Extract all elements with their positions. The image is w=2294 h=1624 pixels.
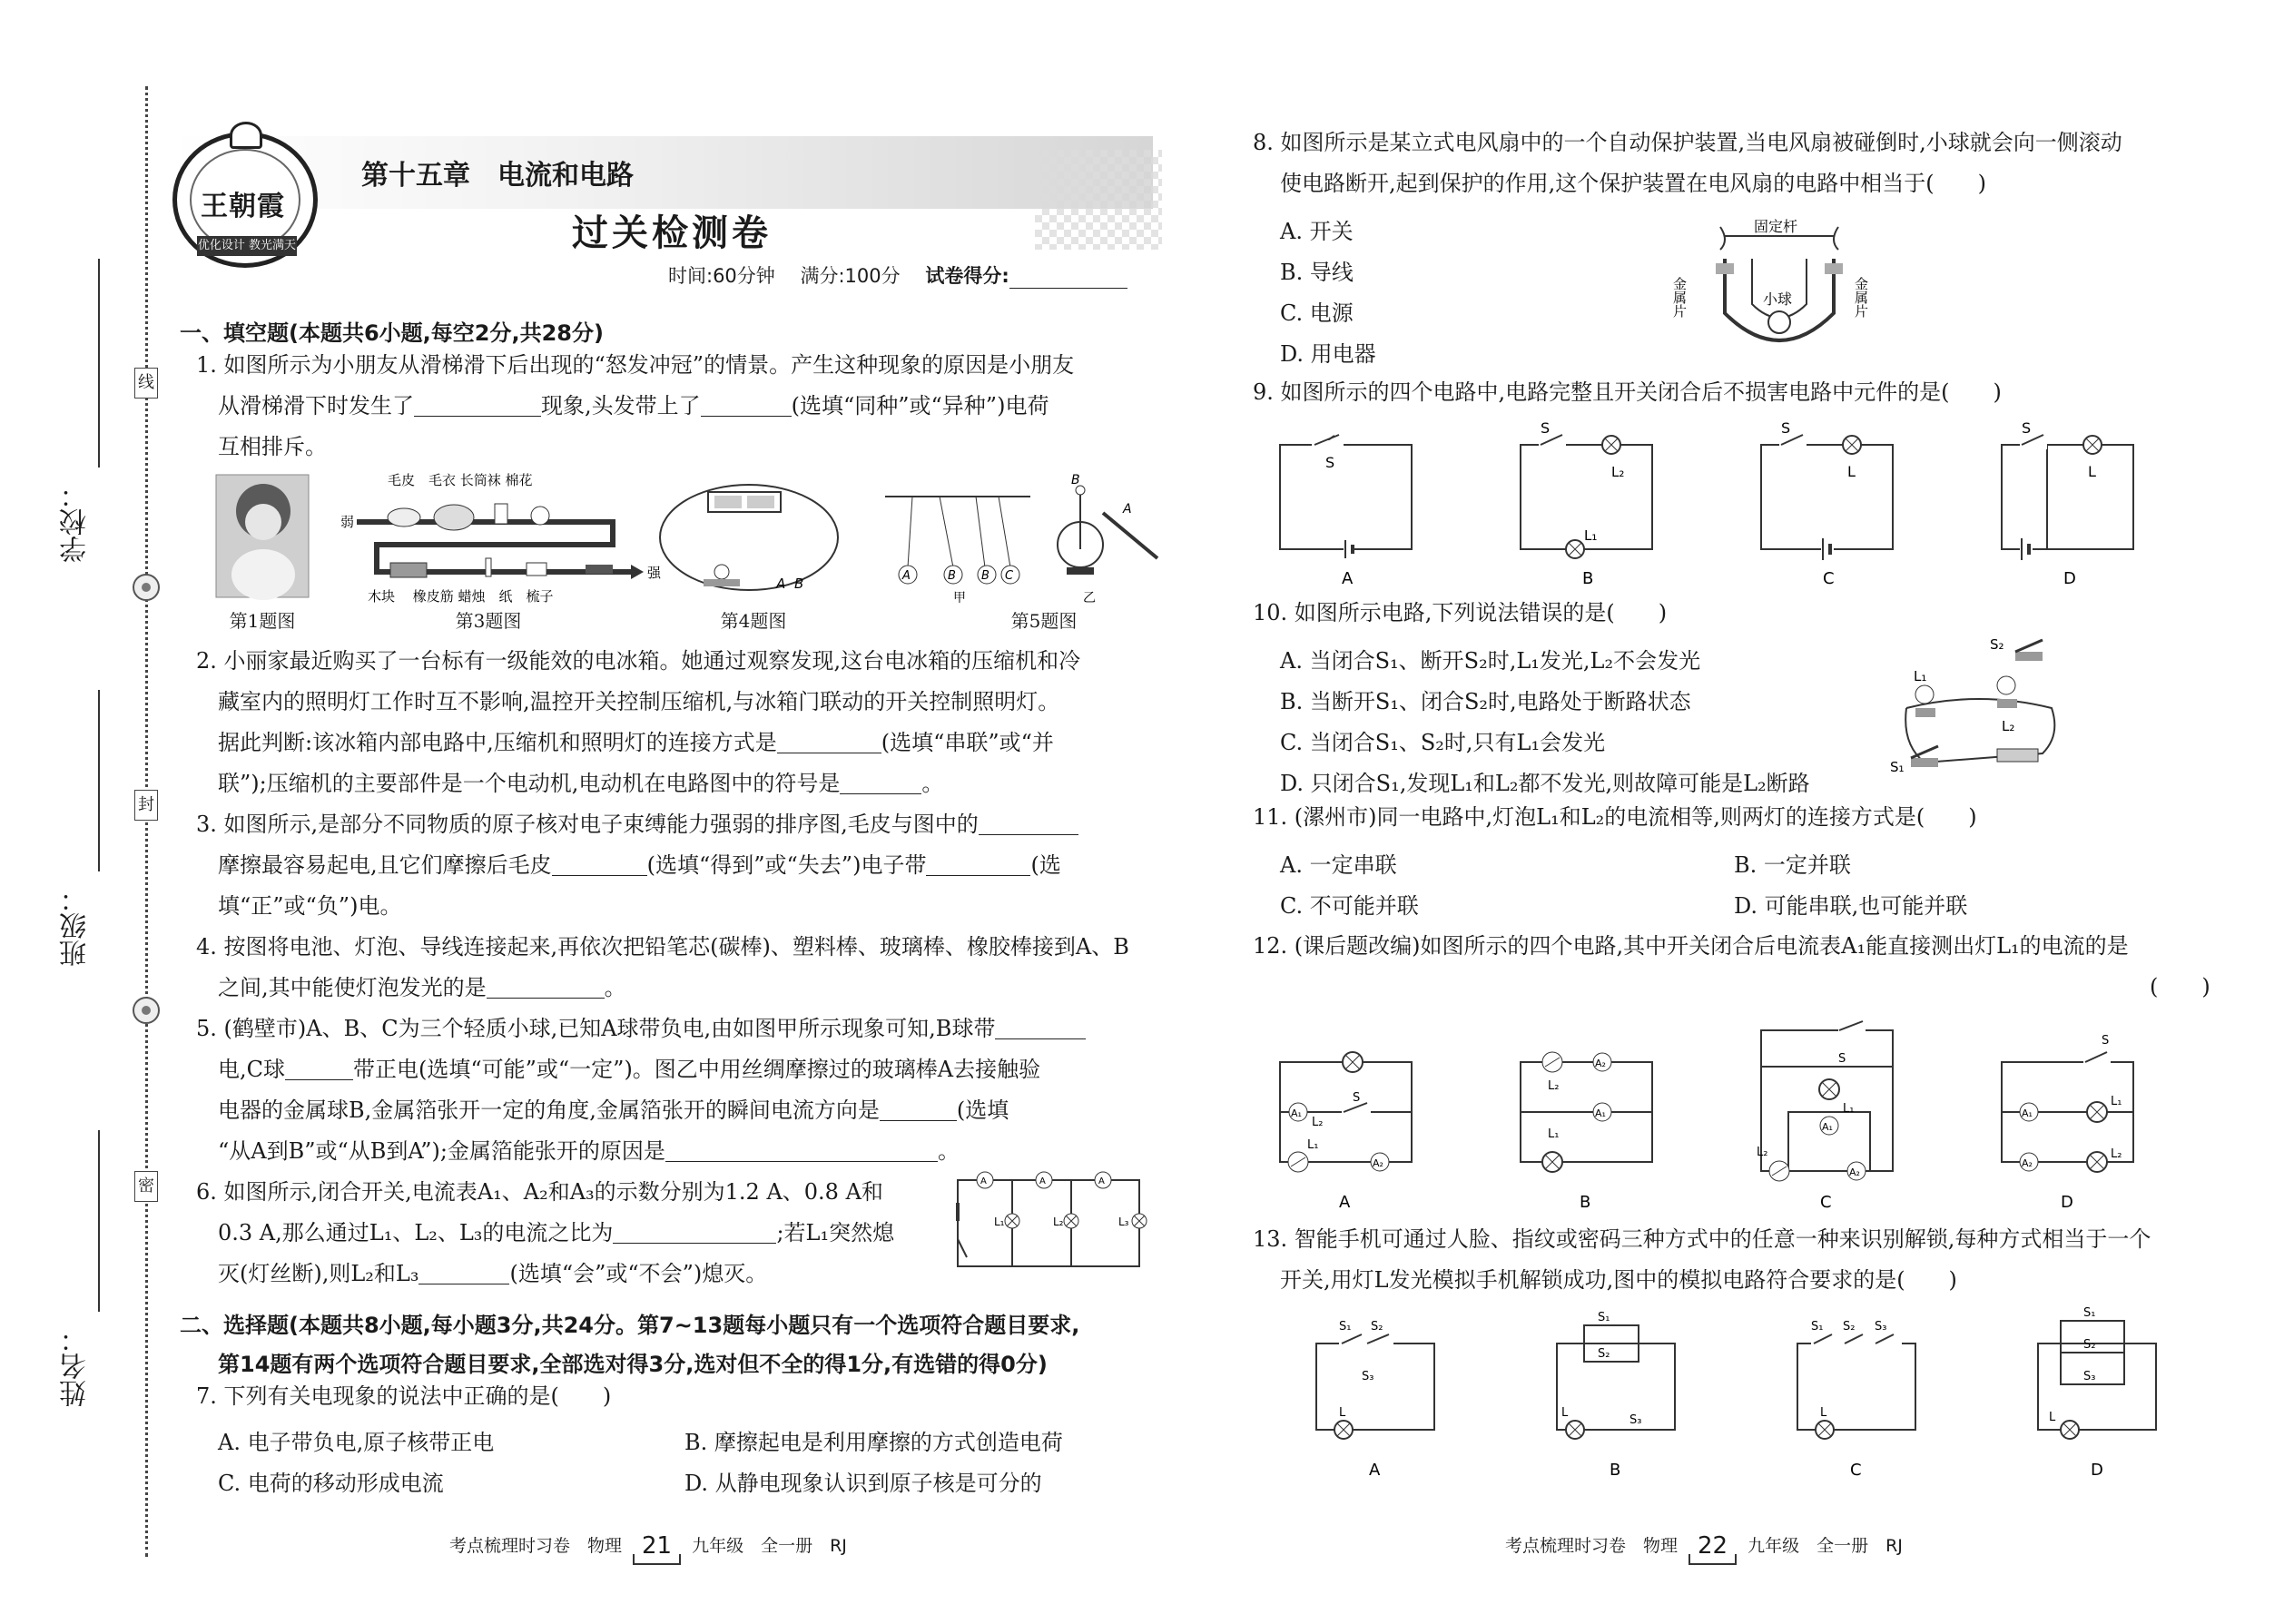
q13-label-c: C bbox=[1850, 1461, 1862, 1480]
q13-label-d: D bbox=[2091, 1461, 2103, 1480]
fig5-ball-a: A bbox=[902, 569, 911, 583]
q9-label-c: C bbox=[1823, 569, 1835, 588]
q9-label-d: D bbox=[2063, 569, 2076, 588]
q8-option-b[interactable]: B. 导线 bbox=[1280, 260, 1354, 285]
fig3-bottom-labels: 木块 橡皮筋 蜡烛 纸 梳子 bbox=[368, 588, 554, 605]
q13-d-s2: S₂ bbox=[2083, 1338, 2096, 1352]
q2-line: 2. 小丽家最近购买了一台标有一级能效的电冰箱。她通过观察发现,这台电冰箱的压缩机和冷 bbox=[196, 648, 1081, 674]
q9-c-s: S bbox=[1781, 419, 1791, 437]
svg-text:L₂: L₂ bbox=[2111, 1147, 2122, 1161]
q6-line: 6. 如图所示,闭合开关,电流表A₁、A₂和A₃的示数分别为1.2 A、0.8 A和 bbox=[196, 1179, 883, 1205]
fig4-caption: 第4题图 bbox=[720, 610, 787, 632]
name-label: 姓名： bbox=[60, 1325, 92, 1407]
seal-mark-seal: 封 bbox=[134, 790, 158, 821]
footer-left bbox=[449, 1530, 847, 1558]
q10-option-a[interactable]: A. 当闭合S₁、断开S₂时,L₁发光,L₂不会发光 bbox=[1280, 648, 1701, 674]
q11-option-d[interactable]: D. 可能串联,也可能并联 bbox=[1734, 893, 1968, 919]
fig5-yi: 乙 bbox=[1083, 591, 1096, 605]
q9-c-l: L bbox=[1847, 463, 1856, 480]
q10-option-c[interactable]: C. 当闭合S₁、S₂时,只有L₁会发光 bbox=[1280, 730, 1606, 755]
q10-s2: S₂ bbox=[1990, 636, 2004, 653]
class-label: 班级： bbox=[60, 885, 92, 967]
q12-stem: 12. (课后题改编)如图所示的四个电路,其中开关闭合后电流表A₁能直接测出灯L₁的电流的是 bbox=[1253, 933, 2129, 959]
q1-line: 1. 如图所示为小朋友从滑梯滑下后出现的“怒发冲冠”的情景。产生这种现象的原因是小朋友 bbox=[196, 352, 1075, 378]
q3-line: 填“正”或“负”)电。 bbox=[218, 893, 402, 919]
q6-line: 灭(灯丝断),则L₂和L₃ (选填“会”或“不会”)熄灭。 bbox=[218, 1261, 768, 1286]
page-number-left: 21 bbox=[642, 1532, 673, 1560]
fig3-caption: 第3题图 bbox=[455, 610, 522, 632]
q13-line: 开关,用灯L发光模拟手机解锁成功,图中的模拟电路符合要求的是( ) bbox=[1280, 1267, 1957, 1293]
q1-blank-1[interactable] bbox=[414, 397, 541, 417]
q13-c-s1: S₁ bbox=[1811, 1320, 1824, 1334]
svg-text:L₂: L₂ bbox=[1548, 1079, 1560, 1093]
score-blank[interactable] bbox=[1009, 269, 1127, 289]
q10-circuit bbox=[1888, 635, 2065, 785]
footer-right-series: 考点梳理时习卷 物理 bbox=[1505, 1536, 1679, 1556]
q3-blank-1[interactable] bbox=[979, 815, 1078, 835]
q9-stem: 9. 如图所示的四个电路中,电路完整且开关闭合后不损害电路中元件的是( ) bbox=[1253, 379, 2002, 405]
full-score: 满分:100分 bbox=[800, 265, 901, 287]
score-label: 试卷得分: bbox=[925, 265, 1009, 287]
chapter-title: 第十五章 电流和电路 bbox=[361, 160, 634, 192]
q13-b-s2: S₂ bbox=[1598, 1347, 1610, 1361]
q8-option-d[interactable]: D. 用电器 bbox=[1280, 341, 1376, 367]
q7-option-c[interactable]: C. 电荷的移动形成电流 bbox=[218, 1471, 444, 1496]
q3-line: 摩擦最容易起电,且它们摩擦后毛皮 (选填“得到”或“失去”)电子带 (选 bbox=[218, 852, 1061, 878]
q9-d-l: L bbox=[2088, 463, 2096, 480]
q2-blank-1[interactable] bbox=[777, 733, 881, 753]
logo-ribbon: 优化设计 教光满天 bbox=[197, 236, 297, 256]
fig1-caption: 第1题图 bbox=[229, 610, 296, 632]
q13-a-s2: S₂ bbox=[1371, 1320, 1383, 1334]
q11-option-b[interactable]: B. 一定并联 bbox=[1734, 852, 1851, 878]
svg-text:S: S bbox=[1838, 1052, 1846, 1066]
q2-line: 据此判断:该冰箱内部电路中,压缩机和照明灯的连接方式是 (选填“串联”或“并 bbox=[218, 730, 1054, 755]
q9-b-l2: L₂ bbox=[1611, 464, 1625, 480]
name-underline bbox=[98, 1130, 100, 1312]
q10-l2: L₂ bbox=[2002, 718, 2015, 734]
svg-text:L₂: L₂ bbox=[1312, 1116, 1324, 1129]
q2-line: 联”);压缩机的主要部件是一个电动机,电动机在电路图中的符号是 。 bbox=[218, 771, 944, 796]
q8-ball: 小球 bbox=[1763, 290, 1793, 308]
page-title: 过关检测卷 bbox=[572, 212, 772, 254]
fig5-caption: 第5题图 bbox=[1010, 610, 1078, 632]
q13-a-s1: S₁ bbox=[1339, 1320, 1352, 1334]
q10-s1: S₁ bbox=[1890, 759, 1905, 775]
q13-label-a: A bbox=[1369, 1461, 1381, 1480]
footer-right bbox=[1505, 1530, 1903, 1558]
q6-circuit bbox=[944, 1171, 1153, 1271]
seal-mark-close: 密 bbox=[134, 1171, 158, 1202]
class-underline bbox=[98, 690, 100, 871]
fig3-top-labels: 毛皮 毛衣 长筒袜 棉花 bbox=[388, 472, 533, 488]
q13-a-s3: S₃ bbox=[1362, 1370, 1374, 1383]
q13-c-s3: S₃ bbox=[1875, 1320, 1887, 1334]
svg-text:L₁: L₁ bbox=[1548, 1127, 1560, 1141]
time-limit: 时间:60分钟 bbox=[668, 265, 775, 287]
svg-text:A: A bbox=[1039, 1176, 1046, 1186]
q12-label-a: A bbox=[1339, 1193, 1351, 1212]
q12-label-c: C bbox=[1820, 1193, 1832, 1212]
q1-line: 互相排斥。 bbox=[218, 434, 327, 459]
fig1-photo bbox=[216, 475, 309, 597]
q13-d-l: L bbox=[2049, 1411, 2056, 1424]
fig5-jia: 甲 bbox=[953, 591, 966, 605]
fig4-circuit bbox=[658, 481, 844, 595]
crown-icon bbox=[230, 122, 262, 149]
ornament-icon bbox=[133, 574, 160, 601]
page-number-right: 22 bbox=[1698, 1532, 1728, 1560]
q7-option-b[interactable]: B. 摩擦起电是利用摩擦的方式创造电荷 bbox=[684, 1430, 1063, 1455]
fig4-label-a: A bbox=[776, 576, 786, 592]
svg-text:L₁: L₁ bbox=[994, 1216, 1005, 1228]
q3-blank-2[interactable] bbox=[552, 856, 647, 876]
q4-line: 之间,其中能使灯泡发光的是 。 bbox=[218, 975, 626, 1000]
footer-right-grade: 九年级 全一册 RJ bbox=[1748, 1536, 1903, 1556]
logo-name: 王朝霞 bbox=[201, 191, 285, 222]
q5-blank-4[interactable] bbox=[665, 1142, 938, 1162]
q9-label-a: A bbox=[1342, 569, 1354, 588]
svg-text:A₁: A₁ bbox=[1291, 1107, 1302, 1119]
footer-left-series: 考点梳理时习卷 物理 bbox=[449, 1536, 623, 1556]
svg-text:A₂: A₂ bbox=[1849, 1166, 1860, 1178]
q8-line: 8. 如图所示是某立式电风扇中的一个自动保护装置,当电风扇被碰倒时,小球就会向一侧滚动 bbox=[1253, 130, 2122, 155]
svg-text:L₂: L₂ bbox=[1757, 1146, 1768, 1159]
q6-blank-2[interactable] bbox=[418, 1265, 509, 1284]
exam-meta bbox=[668, 261, 1127, 289]
q8-right-plate: 金属片 bbox=[1853, 277, 1869, 318]
binding-line bbox=[145, 86, 148, 1557]
q13-line: 13. 智能手机可通过人脸、指纹或密码三种方式中的任意一种来识别解锁,每种方式相当于一个 bbox=[1253, 1226, 2151, 1252]
q8-option-c[interactable]: C. 电源 bbox=[1280, 300, 1354, 326]
q5-blank-2[interactable] bbox=[285, 1060, 353, 1080]
q8-option-a[interactable]: A. 开关 bbox=[1280, 219, 1354, 244]
q9-b-l1: L₁ bbox=[1584, 527, 1598, 544]
q9-label-b: B bbox=[1582, 569, 1594, 588]
q8-fixed-rod: 固定杆 bbox=[1754, 218, 1798, 235]
svg-text:L₃: L₃ bbox=[1118, 1216, 1129, 1228]
fig5-ball-b-label: B bbox=[1071, 473, 1080, 487]
fig5-balls bbox=[885, 473, 1167, 605]
q10-stem: 10. 如图所示电路,下列说法错误的是( ) bbox=[1253, 600, 1668, 625]
q13-b-s3: S₃ bbox=[1629, 1413, 1642, 1427]
school-underline bbox=[98, 259, 100, 468]
q10-l1: L₁ bbox=[1914, 668, 1927, 684]
q5-line: 电,C球 带正电(选填“可能”或“一定”)。图乙中用丝绸摩擦过的玻璃棒A去接触验 bbox=[218, 1057, 1041, 1082]
footer-left-grade: 九年级 全一册 RJ bbox=[692, 1536, 847, 1556]
svg-text:S: S bbox=[2102, 1034, 2110, 1048]
svg-text:L₂: L₂ bbox=[1053, 1216, 1064, 1228]
svg-text:A₂: A₂ bbox=[1595, 1058, 1606, 1069]
fig5-rod-a: A bbox=[1123, 502, 1132, 517]
section-2-title: 二、选择题(本题共8小题,每小题3分,共24分。第7~13题每小题只有一个选项符合题目要求, bbox=[180, 1313, 1080, 1338]
q8-device bbox=[1671, 213, 1870, 359]
seal-mark-line: 线 bbox=[134, 368, 158, 399]
q13-a-l: L bbox=[1339, 1406, 1346, 1420]
q13-circuits bbox=[1307, 1307, 2224, 1480]
q13-b-s1: S₁ bbox=[1598, 1311, 1610, 1324]
fig3-strong: 强 bbox=[647, 565, 662, 581]
svg-text:S: S bbox=[1353, 1091, 1361, 1105]
q13-c-l: L bbox=[1820, 1406, 1827, 1420]
q11-option-c[interactable]: C. 不可能并联 bbox=[1280, 893, 1419, 919]
q12-label-b: B bbox=[1580, 1193, 1591, 1212]
q9-a-s: S bbox=[1325, 454, 1335, 471]
q7-option-a[interactable]: A. 电子带负电,原子核带正电 bbox=[218, 1430, 495, 1455]
q5-blank-1[interactable] bbox=[995, 1019, 1086, 1039]
fig3-series bbox=[340, 472, 662, 608]
fig5-ball-b2: B bbox=[981, 569, 989, 583]
q13-c-s2: S₂ bbox=[1843, 1320, 1856, 1334]
q13-d-s3: S₃ bbox=[2083, 1370, 2096, 1383]
svg-text:L₁: L₁ bbox=[1843, 1102, 1855, 1116]
svg-text:L₁: L₁ bbox=[2111, 1095, 2122, 1108]
fig3-weak: 弱 bbox=[340, 514, 355, 530]
svg-text:A₁: A₁ bbox=[1595, 1107, 1606, 1119]
svg-text:L₁: L₁ bbox=[1307, 1138, 1319, 1152]
fig5-ball-b: B bbox=[948, 569, 956, 583]
q9-d-s: S bbox=[2022, 419, 2032, 437]
q10-option-d[interactable]: D. 只闭合S₁,发现L₁和L₂都不发光,则故障可能是L₂断路 bbox=[1280, 771, 1810, 796]
q2-blank-2[interactable] bbox=[840, 774, 921, 794]
svg-text:A: A bbox=[1098, 1176, 1105, 1186]
header-band bbox=[172, 136, 1153, 209]
svg-text:A₂: A₂ bbox=[1373, 1157, 1383, 1169]
section-2-subtitle: 第14题有两个选项符合题目要求,全部选对得3分,选对但不全的得1分,有选错的得0分) bbox=[218, 1352, 1048, 1377]
q6-blank-1[interactable] bbox=[613, 1224, 776, 1244]
q13-d-s1: S₁ bbox=[2083, 1306, 2096, 1320]
q6-line: 0.3 A,那么通过L₁、L₂、L₃的电流之比为 ;若L₁突然熄 bbox=[218, 1220, 895, 1245]
q10-option-b[interactable]: B. 当断开S₁、闭合S₂时,电路处于断路状态 bbox=[1280, 689, 1691, 714]
q13-label-b: B bbox=[1610, 1461, 1621, 1480]
q7-option-d[interactable]: D. 从静电现象认识到原子核是可分的 bbox=[684, 1471, 1042, 1496]
svg-text:A: A bbox=[980, 1176, 987, 1186]
q5-line: 5. (鹤壁市)A、B、C为三个轻质小球,已知A球带负电,由如图甲所示现象可知,B球带 bbox=[196, 1018, 1086, 1039]
svg-text:A₁: A₁ bbox=[1822, 1121, 1833, 1133]
q12-circuits bbox=[1271, 1021, 2233, 1216]
school-label: 学校： bbox=[60, 481, 92, 563]
q9-b-s: S bbox=[1541, 419, 1551, 437]
q5-line: 电器的金属球B,金属箔张开一定的角度,金属箔张开的瞬间电流方向是 (选填 bbox=[218, 1097, 1009, 1123]
q1-line: 从滑梯滑下时发生了 现象,头发带上了 (选填“同种”或“异种”)电荷 bbox=[218, 393, 1049, 418]
q7-stem: 7. 下列有关电现象的说法中正确的是( ) bbox=[196, 1383, 612, 1409]
section-1-title: 一、填空题(本题共6小题,每空2分,共28分) bbox=[180, 320, 604, 346]
q1-blank-2[interactable] bbox=[701, 397, 792, 417]
q4-blank[interactable] bbox=[487, 979, 605, 999]
q3-blank-3[interactable] bbox=[926, 856, 1030, 876]
q12-answer-paren: ( ) bbox=[2150, 974, 2210, 999]
q5-blank-3[interactable] bbox=[880, 1101, 957, 1121]
q4-line: 4. 按图将电池、灯泡、导线连接起来,再依次把铅笔芯(碳棒)、塑料棒、玻璃棒、橡胶棒接到A、B bbox=[196, 934, 1129, 960]
q9-circuits bbox=[1271, 419, 2233, 590]
q2-line: 藏室内的照明灯工作时互不影响,温控开关控制压缩机,与冰箱门联动的开关控制照明灯。 bbox=[218, 689, 1060, 714]
q13-b-l: L bbox=[1561, 1406, 1569, 1420]
fig5-ball-c: C bbox=[1005, 569, 1014, 583]
fig4-label-b: B bbox=[794, 576, 804, 592]
q11-stem: 11. (漯州市)同一电路中,灯泡L₁和L₂的电流相等,则两灯的连接方式是( ) bbox=[1253, 804, 1977, 830]
svg-text:A₁: A₁ bbox=[2022, 1107, 2033, 1119]
ornament-icon bbox=[133, 997, 160, 1024]
q8-left-plate: 金属片 bbox=[1671, 277, 1688, 318]
q5-line: “从A到B”或“从B到A”);金属箔能张开的原因是 。 bbox=[218, 1138, 960, 1164]
q3-line: 3. 如图所示,是部分不同物质的原子核对电子束缚能力强弱的排序图,毛皮与图中的 bbox=[196, 813, 1078, 835]
q8-line: 使电路断开,起到保护的作用,这个保护装置在电风扇的电路中相当于( ) bbox=[1280, 171, 1986, 196]
q11-option-a[interactable]: A. 一定串联 bbox=[1280, 852, 1397, 878]
svg-text:A₂: A₂ bbox=[2022, 1157, 2033, 1169]
q12-label-d: D bbox=[2061, 1193, 2073, 1212]
